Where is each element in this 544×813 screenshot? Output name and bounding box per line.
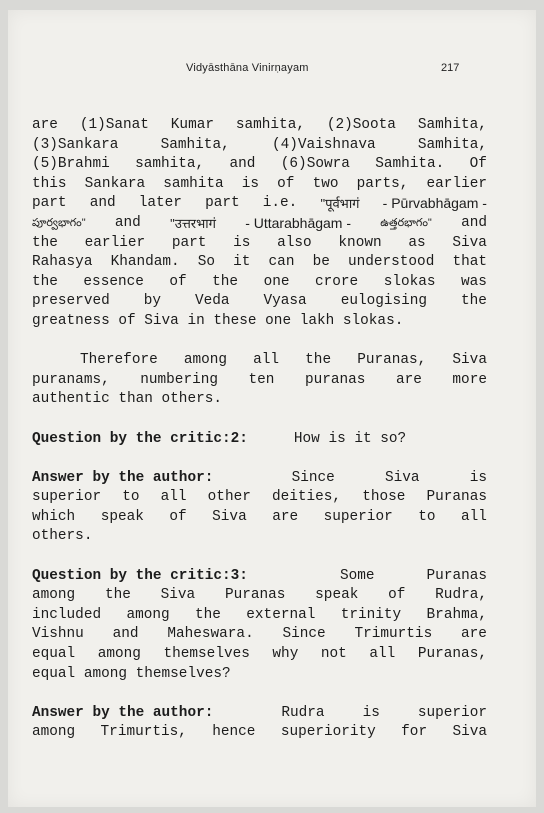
text-line: others. <box>32 528 93 545</box>
text-line: (3)Sankara Samhita, (4)Vaishnava Samhita, <box>32 136 487 153</box>
text-line: puranams, numbering ten puranas are more <box>32 371 487 388</box>
text-line: Answer by the author: Since Siva is <box>32 469 487 489</box>
transliteration-term: - Uttarabhāgam - <box>245 214 352 231</box>
text-line: greatness of Siva in these one lakh slokas. <box>32 312 404 329</box>
paragraph-siva-puranas <box>32 351 487 410</box>
text-line: Question by the critic:3: Some Puranas <box>32 567 487 587</box>
text-line: equal among themselves why not all Puranas, <box>32 646 487 663</box>
text-line: are (1)Sanat Kumar samhita, (2)Soota Samhita, <box>32 117 487 133</box>
text-line: Vishnu and Maheswara. Since Trimurtis are <box>32 626 487 643</box>
transliteration-term: - Pūrvabhāgam - <box>382 195 487 212</box>
text-line: Therefore among all the Puranas, Siva <box>80 352 487 369</box>
text-line: among Trimurtis, hence superiority for Siva <box>32 724 487 741</box>
answer-label: Answer by the author: <box>32 704 214 721</box>
text-line: part and later part i.e. "पूर्वभागं - Pūrvabhāgam - <box>32 194 487 214</box>
running-header <box>8 62 536 80</box>
devanagari-term: "पूर्वभागं <box>320 196 360 212</box>
text-line: the earlier part is also known as Siva <box>32 234 487 251</box>
text-line: equal among themselves? <box>32 665 231 682</box>
text-line: preserved by Veda Vyasa eulogising the <box>32 293 487 310</box>
question-critic-2 <box>32 430 487 450</box>
page-number: 217 <box>441 62 460 74</box>
header-title: Vidyāsthāna Vinirṇayam <box>186 62 309 74</box>
text-line: this Sankara samhita is of two parts, earlier <box>32 175 487 192</box>
paragraph-samhitas <box>32 116 487 332</box>
telugu-term: ఉత్తరభాగం" <box>380 216 432 229</box>
text-line: (5)Brahmi samhita, and (6)Sowra Samhita. Of <box>32 156 487 173</box>
question-critic-3 <box>32 567 487 685</box>
page-body <box>32 116 487 743</box>
question-label: Question by the critic:3: <box>32 567 248 584</box>
question-label: Question by the critic:2: <box>32 430 248 447</box>
telugu-term: పూర్వభాగం" <box>32 216 86 229</box>
text-line: among the Siva Puranas speak of Rudra, <box>32 587 487 604</box>
text-line: పూర్వభాగం" and "उत्तरभागं - Uttarabhāgam - ఉత్తరభాగం" and <box>32 214 487 234</box>
text-line: which speak of Siva are superior to all <box>32 508 487 525</box>
text-line: Answer by the author: Rudra is superior <box>32 704 487 724</box>
text-line: included among the external trinity Brahma, <box>32 606 487 623</box>
text-line: authentic than others. <box>32 391 222 408</box>
book-page <box>8 10 536 807</box>
text-line: Rahasya Khandam. So it can be understood that <box>32 254 487 271</box>
devanagari-term: "उत्तरभागं <box>170 215 216 231</box>
answer-label: Answer by the author: <box>32 469 214 486</box>
answer-author-2 <box>32 469 487 547</box>
text-line: superior to all other deities, those Puranas <box>32 489 487 506</box>
answer-author-3 <box>32 704 487 743</box>
question-text: How is it so? <box>293 430 407 447</box>
text-line: the essence of the one crore slokas was <box>32 273 487 290</box>
